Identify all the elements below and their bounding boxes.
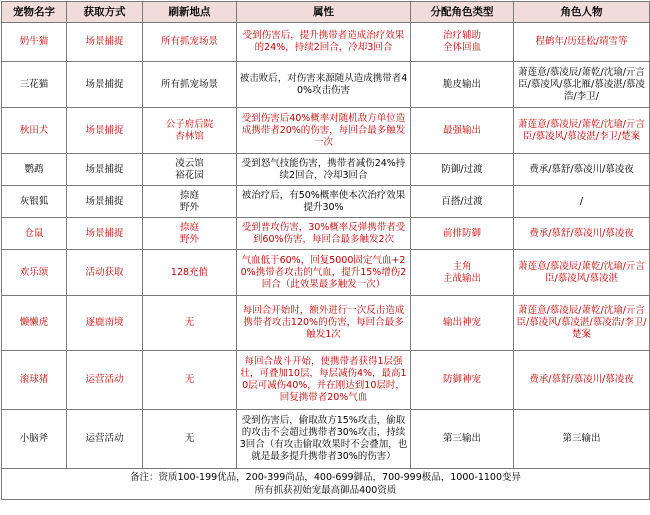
pet-name: 秋田犬 xyxy=(2,108,67,154)
table-header-row xyxy=(2,2,650,23)
note-line-1: 备注：资质100-199优品，200-399尚品，400-699御品，700-999极品，1000-1100变异 xyxy=(129,472,522,483)
refresh-location: 凌云馆 裕花园 xyxy=(143,154,237,186)
pet-name: 小脑斧 xyxy=(2,410,67,469)
pet-name: 滚球猪 xyxy=(2,351,67,410)
attribute: 受到伤害后，提升携带者造成治疗效果的24%，持续2回合，冷却3回合 xyxy=(237,23,411,62)
header-attribute: 属性 xyxy=(237,2,411,23)
attribute: 被击败后，对伤害来源随从造成携带者40%攻击伤害 xyxy=(237,62,411,108)
table-row xyxy=(2,108,650,154)
header-refresh-location: 刷新地点 xyxy=(143,2,237,23)
role-type: 最强输出 xyxy=(411,108,514,154)
characters: 萧莲意/慕凌辰/萧乾/沈瑜/亓言臣/慕凌风/慕凌湛 xyxy=(514,250,650,296)
note-line-2: 所有抓获初始宠最高御品400资质 xyxy=(254,485,397,496)
table-row xyxy=(2,218,650,250)
obtain-method: 运营活动 xyxy=(67,351,143,410)
refresh-location: 所有抓宠场景 xyxy=(143,62,237,108)
table-row xyxy=(2,410,650,469)
refresh-location: 公子府后院 杏林馆 xyxy=(143,108,237,154)
table-row xyxy=(2,186,650,218)
header-characters: 角色人物 xyxy=(514,2,650,23)
attribute: 每回合战斗开始，使携带者获得1层强壮，可叠加10层，每层减伤4%，最高10层可减伤40%，并在刚达到10层时，回复携带者20%气血 xyxy=(237,351,411,410)
role-type: 百搭/过渡 xyxy=(411,186,514,218)
role-type: 第三输出 xyxy=(411,410,514,469)
refresh-location: 128充值 xyxy=(143,250,237,296)
refresh-location: 捺庭 野外 xyxy=(143,186,237,218)
pet-name: 仓鼠 xyxy=(2,218,67,250)
table-row xyxy=(2,296,650,351)
attribute: 受到伤害后40%概率对随机敌方单位造成携带者20%的伤害，每回合最多触发一次 xyxy=(237,108,411,154)
note-cell xyxy=(2,469,650,500)
role-type: 脆皮输出 xyxy=(411,62,514,108)
role-type: 防御/过渡 xyxy=(411,154,514,186)
characters: 费承/慕舒/慕凌川/慕凌夜 xyxy=(514,218,650,250)
obtain-method: 场景捕捉 xyxy=(67,218,143,250)
pet-name: 灰银狐 xyxy=(2,186,67,218)
pet-name: 鹦鹉 xyxy=(2,154,67,186)
refresh-location: 无 xyxy=(143,351,237,410)
obtain-method: 逐鹿南境 xyxy=(67,296,143,351)
table-note-row xyxy=(2,469,650,500)
obtain-method: 场景捕捉 xyxy=(67,62,143,108)
pet-name: 三花猫 xyxy=(2,62,67,108)
attribute: 受到普攻伤害，30%概率反弹携带者受到60%伤害，每回合最多触发2次 xyxy=(237,218,411,250)
characters: 程鹤年/历廷松/靖雪等 xyxy=(514,23,650,62)
characters: 第三输出 xyxy=(514,410,650,469)
attribute: 受到伤害后，偷取敌方15%攻击，偷取的攻击不会超过携带者30%攻击，持续3回合（有攻击偷取效果时不会叠加，也就是最多提升携带者30%的伤害） xyxy=(237,410,411,469)
pet-name: 奶牛猫 xyxy=(2,23,67,62)
refresh-location: 捺庭 野外 xyxy=(143,218,237,250)
attribute: 每回合开始时，额外进行一次反击造成携带者攻击120%的伤害，每回合最多触发1次 xyxy=(237,296,411,351)
role-type: 输出神宠 xyxy=(411,296,514,351)
obtain-method: 场景捕捉 xyxy=(67,186,143,218)
pet-name: 欢乐颂 xyxy=(2,250,67,296)
pet-name: 懒懒虎 xyxy=(2,296,67,351)
header-pet-name: 宠物名字 xyxy=(2,2,67,23)
attribute: 受到怒气技能伤害，携带者减伤24%持续2回合，冷却3回合 xyxy=(237,154,411,186)
refresh-location: 所有抓宠场景 xyxy=(143,23,237,62)
characters: 萧莲意/慕凌辰/萧乾/沈瑜/亓言臣/慕凌风/慕凌湛/慕凌浩/李卫/楚案 xyxy=(514,296,650,351)
obtain-method: 活动获取 xyxy=(67,250,143,296)
obtain-method: 运营活动 xyxy=(67,410,143,469)
table-row xyxy=(2,154,650,186)
characters: / xyxy=(514,186,650,218)
header-role-type: 分配角色类型 xyxy=(411,2,514,23)
obtain-method: 场景捕捉 xyxy=(67,108,143,154)
header-obtain-method: 获取方式 xyxy=(67,2,143,23)
characters: 费承/慕舒/慕凌川/慕凌夜 xyxy=(514,351,650,410)
refresh-location: 无 xyxy=(143,410,237,469)
characters: 萧莲意/慕凌辰/萧乾/沈瑜/亓言臣/慕凌风/慕北雁/慕凌湛/慕凌浩/李卫/ xyxy=(514,62,650,108)
characters: 萧莲意/慕凌辰/萧乾/沈瑜/亓言臣/慕凌风/慕凌湛/李卫/楚案 xyxy=(514,108,650,154)
obtain-method: 场景捕捉 xyxy=(67,154,143,186)
table-row xyxy=(2,250,650,296)
refresh-location: 无 xyxy=(143,296,237,351)
pet-table xyxy=(1,1,650,500)
table-row xyxy=(2,351,650,410)
role-type: 治疗辅助 全体回血 xyxy=(411,23,514,62)
table-row xyxy=(2,62,650,108)
attribute: 被治疗后，有50%概率使本次治疗效果提升30% xyxy=(237,186,411,218)
obtain-method: 场景捕捉 xyxy=(67,23,143,62)
role-type: 主角 主战输出 xyxy=(411,250,514,296)
characters: 费承/慕舒/慕凌川/慕凌夜 xyxy=(514,154,650,186)
role-type: 前排防御 xyxy=(411,218,514,250)
attribute: 气血低于60%，回复5000固定气血+20%携带者攻击的气血，提升15%增伤2回合（此效果最多触发一次） xyxy=(237,250,411,296)
role-type: 防御神宠 xyxy=(411,351,514,410)
table-row xyxy=(2,23,650,62)
